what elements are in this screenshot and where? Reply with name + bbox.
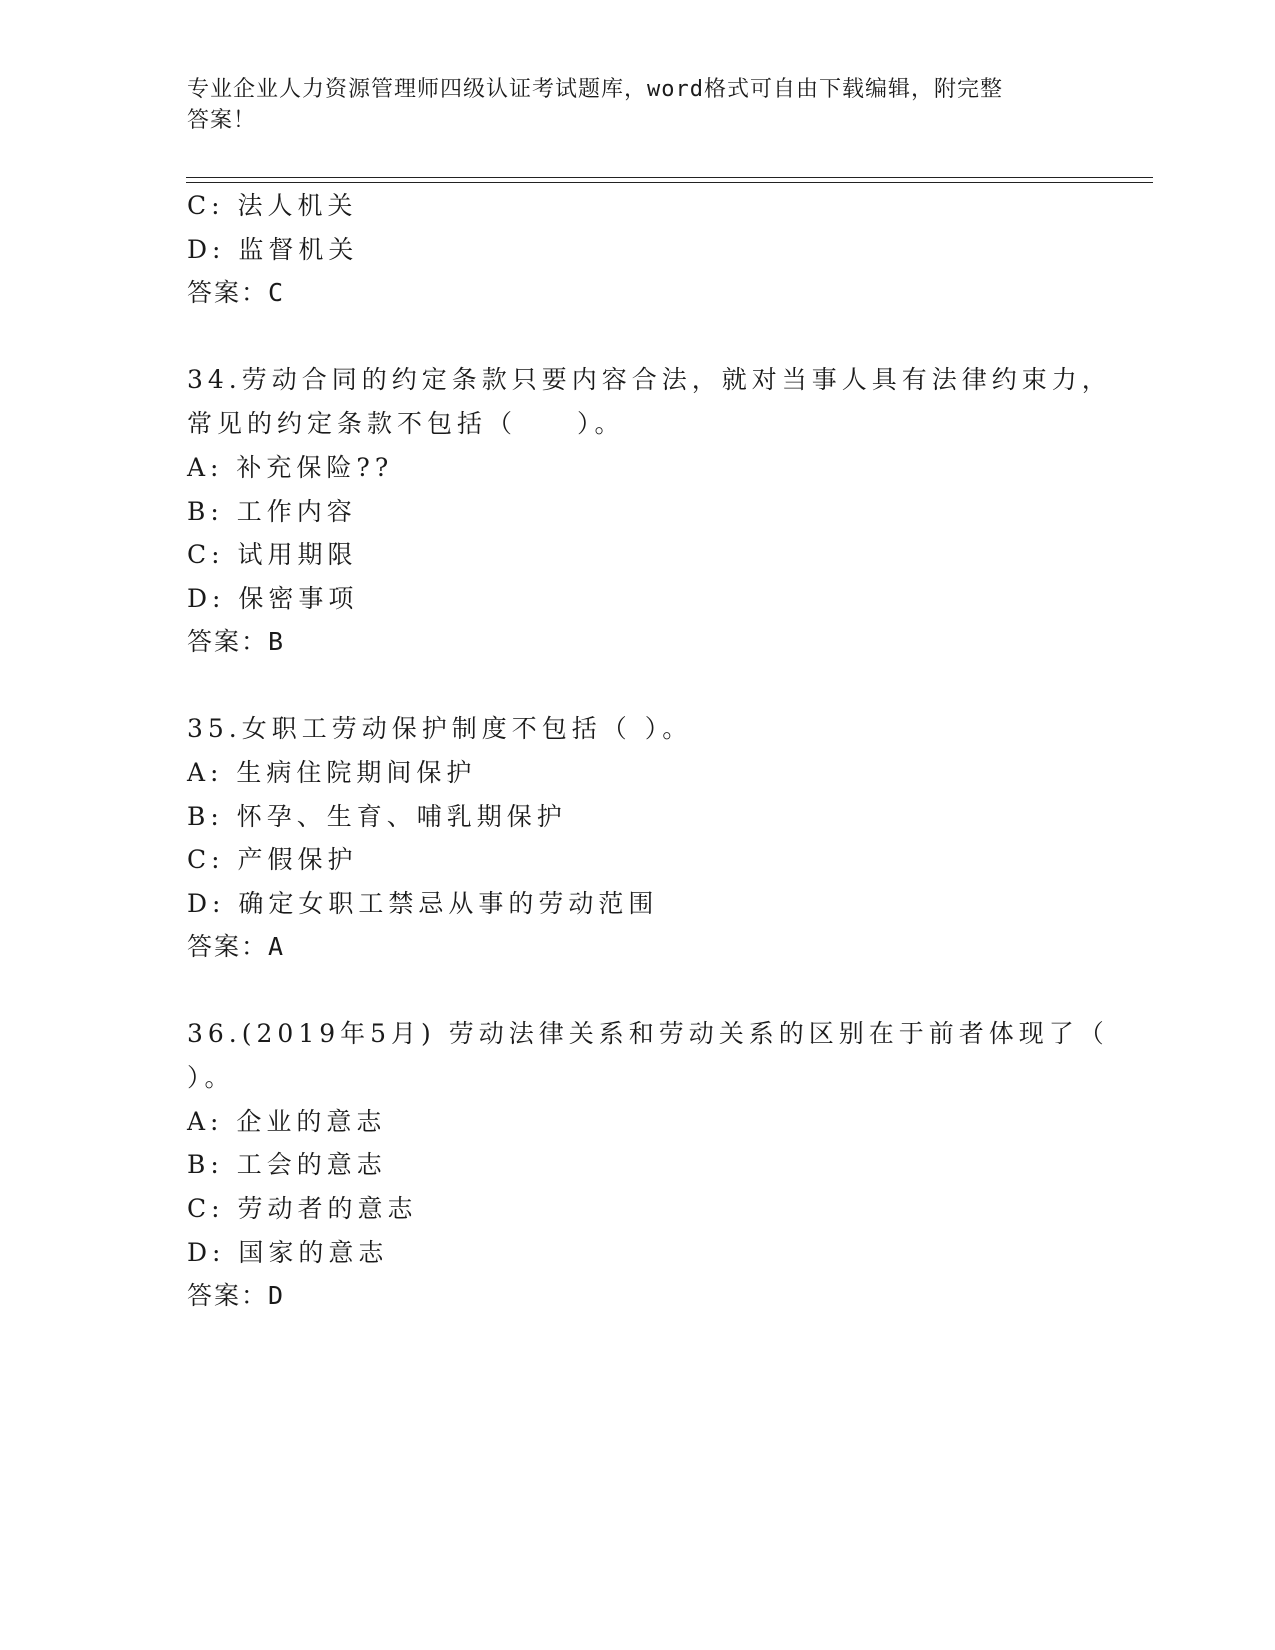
prev-option-c: C: 法人机关 — [187, 191, 358, 220]
document-header — [187, 74, 1067, 136]
q34-option-a: A: 补充保险?? — [187, 453, 394, 482]
q35-option-d: D: 确定女职工禁忌从事的劳动范围 — [187, 889, 659, 918]
q35-option-a: A: 生病住院期间保护 — [187, 758, 477, 787]
header-line-1: 专业企业人力资源管理师四级认证考试题库，word格式可自由下载编辑，附完整 — [187, 77, 1003, 102]
q34-answer: 答案：B — [187, 627, 286, 656]
q36-stem-line-2: ）。 — [187, 1063, 235, 1092]
prev-option-d: D: 监督机关 — [187, 235, 359, 264]
q34-stem-line-1: 34.劳动合同的约定条款只要内容合法，就对当事人具有法律约束力， — [187, 365, 1112, 394]
q35-stem-line-1: 35.女职工劳动保护制度不包括（ ）。 — [187, 714, 693, 743]
header-line-2: 答案！ — [187, 108, 257, 133]
q36-stem-line-1: 36.(2019年5月) 劳动法律关系和劳动关系的区别在于前者体现了（ — [187, 1019, 1109, 1048]
q36-option-d: D: 国家的意志 — [187, 1238, 389, 1267]
q34-option-b: B: 工作内容 — [187, 497, 357, 526]
q36-option-b: B: 工会的意志 — [187, 1150, 387, 1179]
q35-option-b: B: 怀孕、生育、哺乳期保护 — [187, 802, 567, 831]
q35-answer: 答案：A — [187, 932, 286, 961]
q34-option-d: D: 保密事项 — [187, 584, 359, 613]
q36-answer: 答案：D — [187, 1281, 286, 1310]
q34-stem-line-2: 常见的约定条款不包括（ ）。 — [187, 409, 625, 438]
q36-option-a: A: 企业的意志 — [187, 1107, 387, 1136]
q34-option-c: C: 试用期限 — [187, 540, 358, 569]
prev-answer: 答案：C — [187, 278, 286, 307]
header-divider-top — [186, 177, 1153, 178]
q35-option-c: C: 产假保护 — [187, 845, 358, 874]
q36-option-c: C: 劳动者的意志 — [187, 1194, 418, 1223]
